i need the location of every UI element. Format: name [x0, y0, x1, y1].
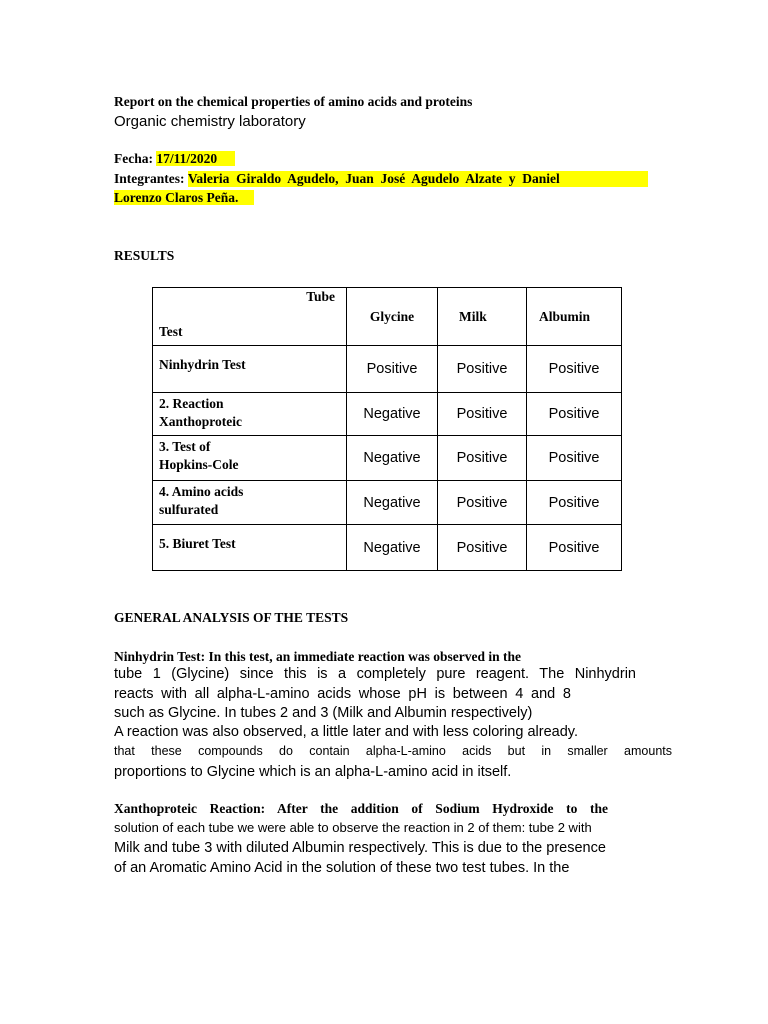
table-header-row: [153, 288, 622, 346]
report-title: Report on the chemical properties of amino acids and proteins: [114, 94, 473, 109]
results-table: [152, 287, 622, 571]
cell-value: Positive: [438, 393, 527, 436]
cell-value: Positive: [347, 346, 438, 393]
ninhydrin-line-5: A reaction was also observed, a little later and with less coloring already.: [114, 724, 578, 740]
cell-value: Positive: [527, 481, 622, 525]
ninhydrin-line-6: that these compounds do contain alpha-L-amino acids but in smaller amounts: [114, 744, 672, 758]
cell-value: Negative: [347, 393, 438, 436]
table-row: [153, 346, 622, 393]
cell-value: Positive: [438, 436, 527, 481]
cell-value: Positive: [527, 346, 622, 393]
ninhydrin-line-1: Ninhydrin Test: In this test, an immediate reaction was observed in the: [114, 649, 522, 664]
lab-name: Organic chemistry laboratory: [114, 113, 306, 130]
cell-value: Positive: [438, 525, 527, 571]
table-row: [153, 436, 622, 481]
row-test-name: Ninhydrin Test: [153, 346, 347, 393]
analysis-heading: GENERAL ANALYSIS OF THE TESTS: [114, 610, 349, 625]
corner-tube-label: Tube: [306, 289, 335, 304]
row-test-name: 5. Biuret Test: [153, 525, 347, 571]
members-names-1: Valeria Giraldo Agudelo, Juan José Agudelo Alzate y Daniel: [188, 171, 648, 187]
xanthoproteic-line-2: solution of each tube we were able to observe the reaction in 2 of them: tube 2 with: [114, 820, 592, 835]
row-test-name: 3. Test of Hopkins-Cole: [153, 436, 347, 481]
members-label: Integrantes:: [114, 171, 188, 186]
ninhydrin-line-3: reacts with all alpha-L-amino acids whose pH is between 4 and 8: [114, 686, 571, 702]
ninhydrin-line-4: such as Glycine. In tubes 2 and 3 (Milk and Albumin respectively): [114, 705, 533, 721]
column-header-albumin: Albumin: [527, 288, 622, 346]
cell-value: Positive: [438, 346, 527, 393]
date-label: Fecha:: [114, 151, 157, 166]
date-value: 17/11/2020: [156, 151, 235, 166]
xanthoproteic-line-3: Milk and tube 3 with diluted Albumin respectively. This is due to the presence: [114, 840, 606, 856]
table-row: [153, 525, 622, 571]
cell-value: Negative: [347, 481, 438, 525]
ninhydrin-line-2: tube 1 (Glycine) since this is a completely pure reagent. The Ninhydrin: [114, 666, 636, 682]
cell-value: Positive: [527, 436, 622, 481]
table-row: [153, 393, 622, 436]
column-header-glycine: Glycine: [347, 288, 438, 346]
column-header-milk: Milk: [438, 288, 527, 346]
members-line-1: [114, 171, 648, 187]
cell-value: Positive: [527, 393, 622, 436]
table-row: [153, 481, 622, 525]
row-test-name: 2. Reaction Xanthoproteic: [153, 393, 347, 436]
results-heading: RESULTS: [114, 248, 175, 263]
members-line-2: [114, 190, 254, 206]
cell-value: Negative: [347, 436, 438, 481]
ninhydrin-line-7: proportions to Glycine which is an alpha-L-amino acid in itself.: [114, 764, 512, 780]
cell-value: Positive: [527, 525, 622, 571]
row-test-name: 4. Amino acids sulfurated: [153, 481, 347, 525]
members-names-2: Lorenzo Claros Peña.: [114, 190, 254, 205]
table-corner-cell: [153, 288, 347, 346]
cell-value: Negative: [347, 525, 438, 571]
corner-test-label: Test: [159, 324, 183, 339]
cell-value: Positive: [438, 481, 527, 525]
date-line: [114, 151, 235, 167]
xanthoproteic-line-4: of an Aromatic Amino Acid in the solution of these two test tubes. In the: [114, 860, 570, 876]
xanthoproteic-line-1: Xanthoproteic Reaction: After the addition of Sodium Hydroxide to the: [114, 801, 608, 816]
